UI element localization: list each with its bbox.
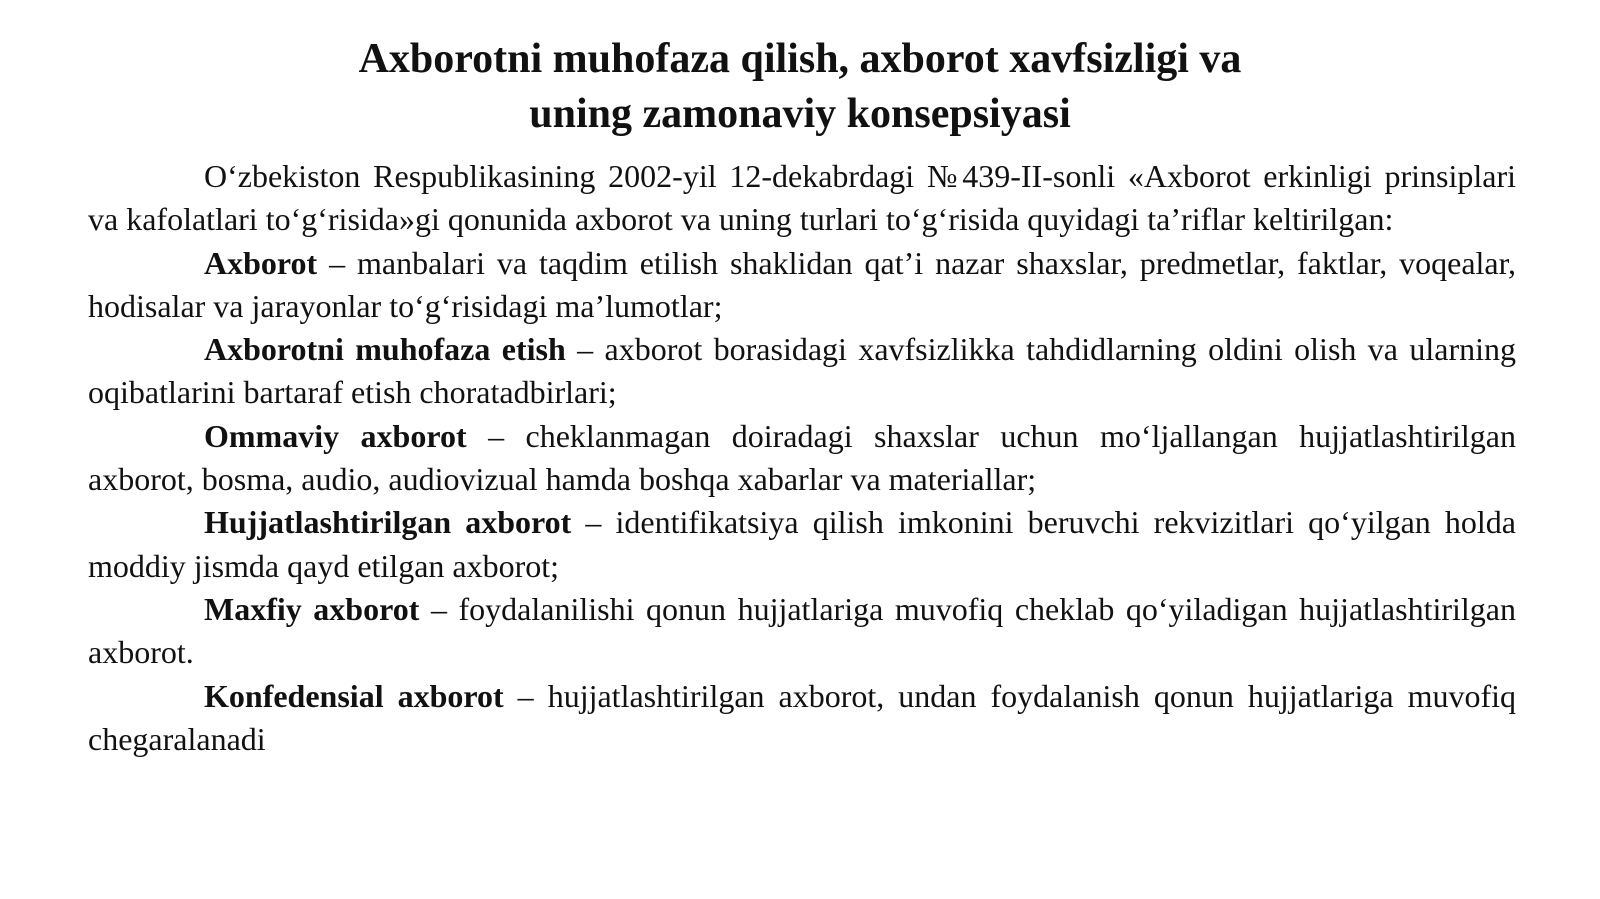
definition-paragraph — [88, 588, 1516, 675]
definition-text: – manbalari va taqdim etilish shaklidan qat’i nazar shaxslar, predmetlar, faktlar, voqealar, hodisalar va jarayonlar to‘g‘risidagi ma’lumotlar; — [88, 244, 1516, 324]
definition-paragraph — [88, 328, 1516, 415]
definition-term: Ommaviy axborot — [204, 417, 467, 454]
document-body — [88, 155, 1516, 761]
definition-term: Axborotni muhofaza etish — [204, 331, 566, 368]
definition-paragraph — [88, 675, 1516, 762]
title-line-2: uning zamonaviy konsepsiyasi — [529, 91, 1071, 137]
definition-text: – foydalanilishi qonun hujjatlariga muvofiq cheklab qo‘yiladigan hujjatlashtirilgan axborot. — [88, 590, 1517, 671]
definition-text: – axborot borasidagi xavfsizlikka tahdidlarning oldini olish va ularning oqibatlarini bartaraf etish choratadbirlari; — [88, 331, 1517, 411]
definition-term: Konfedensial axborot — [204, 677, 504, 714]
definition-paragraph — [88, 242, 1516, 329]
definition-paragraph — [88, 415, 1516, 502]
definition-paragraph — [88, 501, 1516, 588]
definition-text: – hujjatlashtirilgan axborot, undan foydalanish qonun hujjatlariga muvofiq chegaralanadi — [88, 677, 1517, 757]
definition-term: Hujjatlashtirilgan axborot — [204, 504, 572, 541]
definition-text: – cheklanmagan doiradagi shaxslar uchun mo‘ljallangan hujjatlashtirilgan axborot, bosma, audio, audiovizual hamda boshqa xabarlar va materiallar; — [88, 417, 1517, 498]
definition-text: – identifikatsiya qilish imkonini beruvchi rekvizitlari qo‘yilgan holda moddiy jismda qayd etilgan axborot; — [88, 504, 1516, 584]
definition-term: Axborot — [204, 244, 318, 281]
page-title — [220, 32, 1380, 142]
intro-paragraph: O‘zbekiston Respublikasining 2002-yil 12-dekabrdagi №439-II-sonli «Axborot erkinligi prinsiplari va kafolatlari to‘g‘risida»gi qonunida axborot va uning turlari to‘g‘risida quyidagi ta’riflar keltirilgan: — [88, 158, 1516, 238]
definition-term: Maxfiy axborot — [204, 590, 420, 627]
title-line-1: Axborotni muhofaza qilish, axborot xavfsizligi va — [358, 36, 1242, 82]
